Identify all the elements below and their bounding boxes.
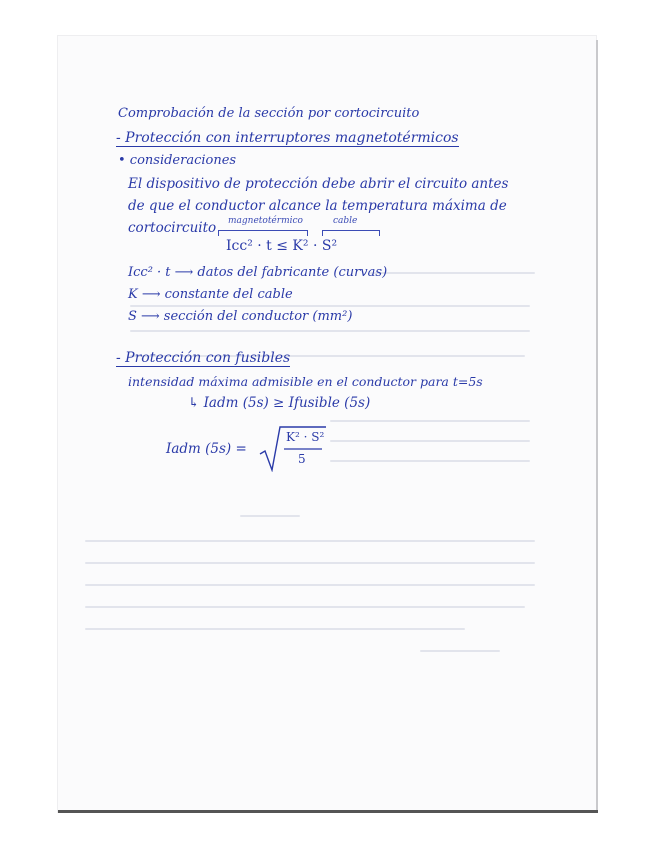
body-line-2: de que el conductor alcance la temperatura máxima de: [128, 198, 507, 214]
fuse-body-line: intensidad máxima admisible en el conductor para t=5s: [128, 374, 483, 389]
label-cable: cable: [333, 216, 358, 226]
fuse-condition: ↳ Iadm (5s) ≥ Ifusible (5s): [188, 395, 371, 411]
label-magnetothermal: magnetotérmico: [228, 216, 303, 226]
formula-numerator: K² · S²: [286, 430, 325, 444]
considerations-bullet: • consideraciones: [118, 153, 237, 168]
section1-heading: - Protección con interruptores magnetotérmicos: [116, 130, 459, 146]
body-line-1: El dispositivo de protección debe abrir el circuito antes: [128, 176, 509, 192]
brace-magnet: [218, 230, 308, 236]
definition-k: K ⟶ constante del cable: [128, 287, 293, 302]
formula-denominator: 5: [298, 452, 306, 466]
page-edge: [596, 40, 598, 812]
page-title: Comprobación de la sección por cortocircuito: [118, 106, 420, 121]
section2-heading: - Protección con fusibles: [116, 350, 291, 366]
definition-s: S ⟶ sección del conductor (mm²): [128, 309, 353, 324]
definition-icc: Icc² · t ⟶ datos del fabricante (curvas): [128, 265, 388, 280]
page-bottom-edge: [58, 810, 598, 813]
formula-iadm-left: Iadm (5s) =: [166, 441, 247, 457]
formula-short-circuit: Icc² · t ≤ K² · S²: [226, 238, 338, 254]
body-line-3: cortocircuito: [128, 220, 217, 236]
brace-cable: [322, 230, 380, 236]
